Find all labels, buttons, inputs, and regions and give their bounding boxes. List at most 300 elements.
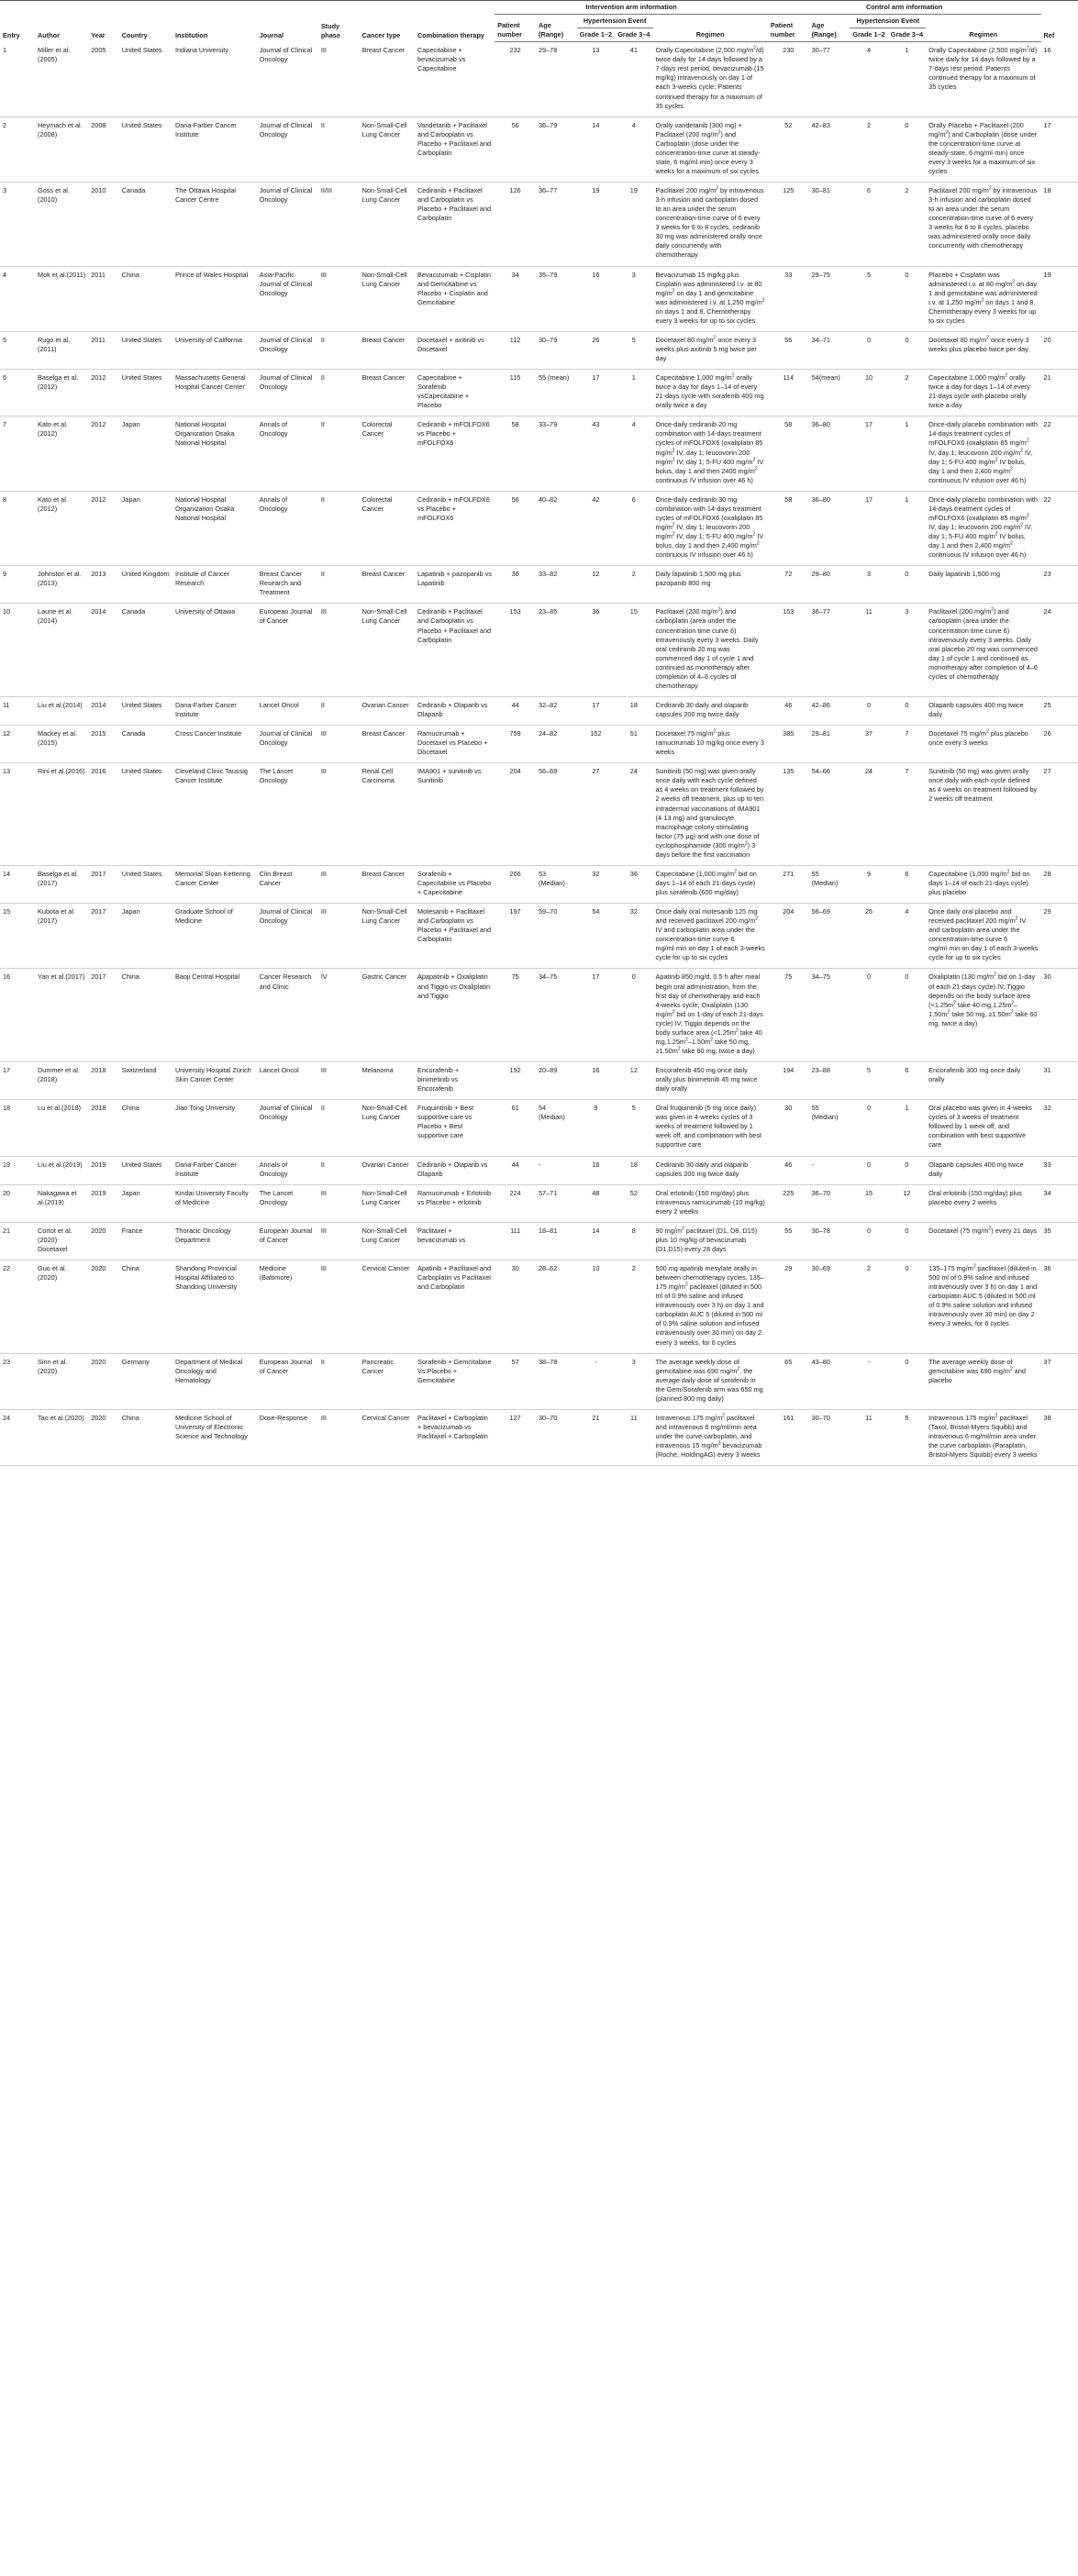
cell-country: United States	[119, 696, 172, 725]
cell-intervention-grade-34: 1	[615, 370, 652, 416]
cell-control-grade-34: 7	[888, 763, 926, 866]
cell-control-patient-number: 56	[768, 331, 809, 369]
cell-country: Japan	[119, 491, 172, 565]
cell-control-age: 54–66	[809, 763, 850, 866]
cell-intervention-grade-12: 16	[577, 1156, 615, 1184]
cell-combination-therapy: Motesanib + Paclitaxel and Carboplatin vs Placebo + Paclitaxel and Carboplatin	[415, 904, 495, 969]
cell-year: 2013	[88, 566, 119, 604]
cell-ref: 21	[1041, 370, 1078, 416]
cell-author: Rugo et al.(2011)	[35, 331, 88, 369]
cell-control-regimen: Intravenous 175 $mg/m^2$ paclitaxel (Taxol, Bristol-Myers Squibb) and intravenous 6 mg/ml/min area under the curve carboplatin (Paraplatin, Bristol-Myers Squibb) every 3 weeks	[926, 1409, 1040, 1465]
cell-journal: European Journal of Cancer	[257, 1222, 318, 1260]
cell-phase: IV	[318, 969, 360, 1062]
cell-phase: III	[318, 1409, 360, 1465]
cell-control-regimen: 135–175 $mg/m^2$ paclitaxel (diluted in 500 ml of 0.9% saline and infused intravenously over 3 h) on day 1 and carboplatin AUC 5 (diluted in 500 ml of 0.9% saline solution and infused intravenously over 30 min) on day 2 every 3 weeks, for 6 cycles	[926, 1260, 1040, 1354]
cell-cancer-type: Cervical Cancer	[360, 1409, 415, 1465]
cell-control-grade-12: 11	[850, 604, 887, 697]
cell-control-regimen: Orally Capecitabine (2,500 $mg/m^2/d$) twice daily for 14 days followed by a 7-days rest period. Patients continued therapy for a maximum of 35 cycles	[926, 42, 1040, 117]
table-header	[0, 1, 1078, 42]
col-year: Year	[88, 1, 119, 42]
cell-institution: National Hospital Organization Osaka National Hospital	[172, 491, 257, 565]
cell-journal: Lancet Oncol	[257, 1062, 318, 1100]
cell-intervention-age: 38–78	[536, 1353, 577, 1409]
cell-intervention-grade-34: 6	[615, 491, 652, 565]
cell-intervention-regimen: Capecitabine (1,000 $mg/m^2$ bid on days 1–14 of each 21-days cycle) plus sorafenib (600 mg/day)	[653, 865, 768, 903]
cell-institution: Shandong Provincial Hospital Affiliated to Shandong University	[172, 1260, 257, 1354]
cell-intervention-age: 54 (Median)	[536, 1100, 577, 1156]
cell-control-patient-number: 225	[768, 1184, 809, 1222]
cell-control-patient-number: 271	[768, 865, 809, 903]
cell-intervention-grade-12: 36	[577, 604, 615, 697]
cell-control-grade-34: 6	[888, 865, 926, 903]
cell-intervention-grade-12: 48	[577, 1184, 615, 1222]
table-row	[0, 604, 1078, 697]
cell-ref: 22	[1041, 491, 1078, 565]
cell-journal: Journal of Clinical Oncology	[257, 117, 318, 182]
cell-institution: Dana-Farber Cancer Institute	[172, 696, 257, 725]
cell-intervention-age: 29–78	[536, 42, 577, 117]
col-control-age: Age (Range)	[809, 15, 850, 42]
cell-control-regimen: Capecitabine 1,000 $mg/m^2$ orally twice a day for days 1–14 of every 21-days cycle with placebo orally twice a day	[926, 370, 1040, 416]
col-intervention-regimen: Regimen	[653, 15, 768, 42]
cell-control-grade-12: 0	[850, 969, 887, 1062]
cell-intervention-regimen: Oral erlotinib (150 mg/day) plus intravenous ramucirumab (10 mg/kg) every 2 weeks	[653, 1184, 768, 1222]
cell-phase: III	[318, 904, 360, 969]
table-row	[0, 183, 1078, 267]
cell-combination-therapy: Apatinib + Paclitaxel and Carboplatin vs Paclitaxel and Carboplatin	[415, 1260, 495, 1354]
cell-intervention-age: 40–82	[536, 491, 577, 565]
cell-country: Canada	[119, 726, 172, 763]
cell-intervention-grade-12: 42	[577, 491, 615, 565]
cell-entry: 11	[0, 696, 35, 725]
cell-intervention-grade-34: 18	[615, 696, 652, 725]
cell-intervention-regimen: The average weekly dose of gemcitabine was 690 $mg/m^2$, the average daily dose of sorafenib in the Gem/Sorafenib arm was 650 mg (planned 800 mg daily)	[653, 1353, 768, 1409]
table-row	[0, 726, 1078, 763]
table-row	[0, 42, 1078, 117]
cell-country: China	[119, 1100, 172, 1156]
cell-country: Germany	[119, 1353, 172, 1409]
col-control-grade-12: Grade 1–2	[850, 28, 887, 42]
cell-control-grade-12: 0	[850, 1222, 887, 1260]
cell-control-grade-12: 10	[850, 370, 887, 416]
cell-cancer-type: Non-Small-Cell Lung Cancer	[360, 604, 415, 697]
cell-control-patient-number: 55	[768, 1222, 809, 1260]
cell-intervention-patient-number: 44	[495, 1156, 536, 1184]
cell-intervention-patient-number: 112	[495, 331, 536, 369]
cell-control-patient-number: 33	[768, 266, 809, 331]
cell-control-patient-number: 230	[768, 42, 809, 117]
cell-author: Nakagawa et al.(2019)	[35, 1184, 88, 1222]
cell-control-patient-number: 114	[768, 370, 809, 416]
cell-entry: 10	[0, 604, 35, 697]
col-intervention-grade-34: Grade 3–4	[615, 28, 652, 42]
cell-intervention-regimen: Orally vandetanib (300 mg) + Paclitaxel (200 $mg/m^2$) and Carboplatin (dose under the concentration-time curve at steady-state, 6 mg/ml·min) once every 3 weeks for a maximum of six cycles	[653, 117, 768, 182]
cell-journal: European Journal of Cancer	[257, 1353, 318, 1409]
cell-intervention-patient-number: 61	[495, 1100, 536, 1156]
cell-ref: 16	[1041, 42, 1078, 117]
cell-intervention-patient-number: 36	[495, 566, 536, 604]
cell-combination-therapy: IMA901 + sunitinib vs Sunitinib	[415, 763, 495, 866]
cell-intervention-grade-12: 17	[577, 370, 615, 416]
cell-institution: Dana-Farber Cancer Institute	[172, 117, 257, 182]
cell-entry: 24	[0, 1409, 35, 1465]
table-row	[0, 969, 1078, 1062]
cell-phase: III	[318, 726, 360, 763]
cell-combination-therapy: Capecitabine + bevacizumab vs Capecitabine	[415, 42, 495, 117]
cell-institution: National Hospital Organization Osaka National Hospital	[172, 416, 257, 491]
cell-control-age: 34–75	[809, 969, 850, 1062]
cell-country: United States	[119, 763, 172, 866]
cell-phase: III	[318, 1062, 360, 1100]
table-row	[0, 1184, 1078, 1222]
cell-phase: II	[318, 1156, 360, 1184]
cell-author: Miller et al.(2005)	[35, 42, 88, 117]
cell-control-age: -	[809, 1156, 850, 1184]
cell-control-patient-number: 72	[768, 566, 809, 604]
cell-intervention-regimen: Once-daily cediranib 20 mg combination with 14-days treatment cycles of mFOLFOX6 (oxaliplatin 85 $mg/m^2$ IV, day 1; leucovorin 200 $mg/m^2$ IV, day 1; 5-FU 400 $mg/m^2$ IV bolus, day 1 and then 2400 $mg/m^2$ continuous IV infusion over 46 h)	[653, 416, 768, 491]
cell-intervention-regimen: Paclitaxel (200 $mg/m^2$) and carboplatin (area under the concentration time curve 6) intravenously every 3 weeks. Daily oral cediranib 20 mg was commenced day 1 of cycle 1 and continued as monotherapy after completion of 4–6 cycles of chemotherapy	[653, 604, 768, 697]
cell-control-regimen: Once daily oral placebo and received paclitaxel 200 $mg/m^2$ IV and carboplatin area under the concentration-time curve 6 mg/ml·min on day 1 of each 3-weeks cycle for up to six cycles	[926, 904, 1040, 969]
cell-intervention-grade-12: 9	[577, 1100, 615, 1156]
cell-ref: 23	[1041, 566, 1078, 604]
cell-intervention-age: 53 (Median)	[536, 865, 577, 903]
cell-country: United States	[119, 370, 172, 416]
cell-country: China	[119, 969, 172, 1062]
cell-intervention-grade-12: 43	[577, 416, 615, 491]
cell-control-grade-12: 17	[850, 416, 887, 491]
cell-cancer-type: Non-Small-Cell Lung Cancer	[360, 1222, 415, 1260]
cell-control-patient-number: 65	[768, 1353, 809, 1409]
cell-intervention-patient-number: 197	[495, 904, 536, 969]
col-control-grade-34: Grade 3–4	[888, 28, 926, 42]
cell-entry: 20	[0, 1184, 35, 1222]
cell-intervention-grade-34: 41	[615, 42, 652, 117]
cell-ref: 17	[1041, 117, 1078, 182]
cell-control-regimen: Docetaxel 75 $mg/m^2$ plus placebo once every 3 weeks	[926, 726, 1040, 763]
cell-ref: 24	[1041, 604, 1078, 697]
cell-entry: 3	[0, 183, 35, 267]
cell-control-patient-number: 194	[768, 1062, 809, 1100]
cell-control-grade-34: 4	[888, 904, 926, 969]
table-body	[0, 42, 1078, 1466]
cell-author: Lu et al.(2018)	[35, 1100, 88, 1156]
cell-year: 2016	[88, 763, 119, 866]
cell-cancer-type: Non-Small-Cell Lung Cancer	[360, 117, 415, 182]
cell-intervention-grade-34: 5	[615, 1100, 652, 1156]
cell-intervention-regimen: Paclitaxel 200 $mg/m^2$ by intravenous 3-h infusion and carboplatin dosed to an area under the serum concentration-time curve of 6 every 3 weeks for 6 to 8 cycles, cediranib 30 mg was administered orally once daily concurrently with chemotherapy	[653, 183, 768, 267]
table-row	[0, 117, 1078, 182]
cell-intervention-grade-34: 0	[615, 969, 652, 1062]
cell-author: Kato et al.(2012)	[35, 491, 88, 565]
cell-control-age: 56–69	[809, 904, 850, 969]
cell-intervention-regimen: 90 $mg/m^2$ paclitaxel (D1, D8, D15) plus 10 mg/kg of bevacizumab (D1,D15) every 28 days	[653, 1222, 768, 1260]
cell-intervention-grade-34: 3	[615, 266, 652, 331]
cell-combination-therapy: Encorafenib + binimetinib vs Encorafenib	[415, 1062, 495, 1100]
cell-control-grade-12: 4	[850, 42, 887, 117]
cell-journal: Clin Breast Cancer	[257, 865, 318, 903]
col-intervention-age: Age (Range)	[536, 15, 577, 42]
cell-control-regimen: Once-daily placebo combination with 14-days treatment cycles of mFOLFOX6 (oxaliplatin 85 $mg/m^2$ IV, day 1; leucovorin 200 $mg/m^2$ IV, day 1; 5-FU 400 $mg/m^2$ IV bolus, day 1 and then 2,400 $mg/m^2$ continuous IV infusion over 46 h)	[926, 416, 1040, 491]
cell-institution: Jiao Tong University	[172, 1100, 257, 1156]
cell-control-grade-34: 3	[888, 604, 926, 697]
cell-intervention-grade-34: 8	[615, 1222, 652, 1260]
col-journal: Journal	[257, 1, 318, 42]
cell-year: 2012	[88, 370, 119, 416]
cell-cancer-type: Pancreatic Cancer	[360, 1353, 415, 1409]
cell-intervention-regimen: Docetaxel 80 $mg/m^2$ once every 3 weeks plus axitinib 5 mg twice per day	[653, 331, 768, 369]
cell-intervention-patient-number: 127	[495, 1409, 536, 1465]
cell-cancer-type: Gastric Cancer	[360, 969, 415, 1062]
cell-intervention-regimen: Capecitabine 1,000 $mg/m^2$ orally twice a day for days 1–14 of every 21-days cycle with sorafenib 400 mg orally twice a day	[653, 370, 768, 416]
cell-ref: 32	[1041, 1100, 1078, 1156]
cell-control-grade-34: 6	[888, 1062, 926, 1100]
cell-intervention-grade-34: 36	[615, 865, 652, 903]
table-row	[0, 1222, 1078, 1260]
cell-control-grade-34: 1	[888, 491, 926, 565]
cell-intervention-grade-34: 12	[615, 1062, 652, 1100]
cell-intervention-age: 36–79	[536, 117, 577, 182]
cell-intervention-age: 20–89	[536, 1062, 577, 1100]
cell-cancer-type: Non-Small-Cell Lung Cancer	[360, 1184, 415, 1222]
cell-control-patient-number: 75	[768, 969, 809, 1062]
cell-entry: 15	[0, 904, 35, 969]
cell-intervention-age: 23–85	[536, 604, 577, 697]
cell-control-regimen: Sunitinib (50 mg) was given orally once daily with each cycle defined as 4 weeks on treatment followed by 2 weeks off treatment	[926, 763, 1040, 866]
cell-country: United States	[119, 42, 172, 117]
cell-author: Sinn et al.(2020)	[35, 1353, 88, 1409]
cell-control-grade-12: 0	[850, 696, 887, 725]
cell-control-regimen: Daily lapatinib 1,500 mg	[926, 566, 1040, 604]
table-row	[0, 763, 1078, 866]
cell-country: United States	[119, 331, 172, 369]
cell-intervention-grade-34: 52	[615, 1184, 652, 1222]
cell-control-regimen: Docetaxel (75 $mg/m^2$) every 21 days	[926, 1222, 1040, 1260]
cell-combination-therapy: Cediranib + Paclitaxel and Carboplatin vs Placebo + Paclitaxel and Carboplatin	[415, 183, 495, 267]
cell-author: Baselga et al.(2017)	[35, 865, 88, 903]
cell-journal: Cancer Research and Clinic	[257, 969, 318, 1062]
cell-intervention-regimen: Daily lapatinib 1,500 mg plus pazopanib 800 mg	[653, 566, 768, 604]
cell-year: 2017	[88, 865, 119, 903]
cell-author: Laurie et al.(2014)	[35, 604, 88, 697]
cell-journal: Journal of Clinical Oncology	[257, 1100, 318, 1156]
cell-control-age: 29–75	[809, 266, 850, 331]
cell-journal: The Lancet Oncology	[257, 763, 318, 866]
cell-control-grade-34: 5	[888, 1409, 926, 1465]
cell-year: 2020	[88, 1222, 119, 1260]
cell-year: 2019	[88, 1184, 119, 1222]
cell-year: 2014	[88, 696, 119, 725]
cell-combination-therapy: Ramucirumab + Erlotinib vs Placebo + erlotinib	[415, 1184, 495, 1222]
cell-ref: 26	[1041, 726, 1078, 763]
cell-author: Goss et al.(2010)	[35, 183, 88, 267]
cell-author: Tao et al.(2020)	[35, 1409, 88, 1465]
cell-journal: Journal of Clinical Oncology	[257, 904, 318, 969]
cell-author: Guo et al.(2020)	[35, 1260, 88, 1354]
cell-intervention-patient-number: 57	[495, 1353, 536, 1409]
cell-cancer-type: Ovarian Cancer	[360, 696, 415, 725]
cell-control-age: 29–80	[809, 566, 850, 604]
cell-journal: Journal of Clinical Oncology	[257, 726, 318, 763]
cell-control-age: 29–81	[809, 726, 850, 763]
cell-institution: Memorial Sloan Kettering Cancer Center	[172, 865, 257, 903]
cell-control-age: 43–80	[809, 1353, 850, 1409]
cell-phase: II	[318, 491, 360, 565]
cell-author: Kato et al.(2012)	[35, 416, 88, 491]
cell-control-grade-34: 0	[888, 266, 926, 331]
cell-intervention-regimen: Intravenous 175 $mg/m^2$ paclitaxel and intravenous 6 mg/ml/min area under the curve carboplatin, and intravenous 15 $mg/m^2$ bevacizumab (Roche, HoldingAG) every 3 weeks	[653, 1409, 768, 1465]
cell-author: Rini et al.(2016)	[35, 763, 88, 866]
cell-journal: Journal of Clinical Oncology	[257, 42, 318, 117]
cell-control-grade-12: 0	[850, 1100, 887, 1156]
cell-cancer-type: Renal Cell Carcinoma	[360, 763, 415, 866]
cell-control-grade-12: 2	[850, 117, 887, 182]
cell-intervention-patient-number: 759	[495, 726, 536, 763]
col-intervention-grade-12: Grade 1–2	[577, 28, 615, 42]
col-country: Country	[119, 1, 172, 42]
cell-country: China	[119, 266, 172, 331]
cell-ref: 36	[1041, 1260, 1078, 1354]
table-row	[0, 331, 1078, 369]
cell-combination-therapy: Apapatinib + Oxaliplatin and Tiggio vs Oxaliplatin and Tiggio	[415, 969, 495, 1062]
cell-ref: 37	[1041, 1353, 1078, 1409]
cell-intervention-age: 28–62	[536, 1260, 577, 1354]
cell-country: Japan	[119, 1184, 172, 1222]
cell-year: 2018	[88, 1062, 119, 1100]
cell-intervention-patient-number: 44	[495, 696, 536, 725]
col-entry: Entry	[0, 1, 35, 42]
cell-journal: European Journal of Cancer	[257, 604, 318, 697]
cell-entry: 13	[0, 763, 35, 866]
cell-control-age: 30–77	[809, 42, 850, 117]
cell-intervention-grade-34: 5	[615, 331, 652, 369]
cell-journal: Journal of Clinical Oncology	[257, 183, 318, 267]
cell-ref: 35	[1041, 1222, 1078, 1260]
table-row	[0, 1409, 1078, 1465]
cell-control-regimen: Oral erlotinib (150 mg/day) plus placebo every 2 weeks	[926, 1184, 1040, 1222]
cell-author: Kubota et al.(2017)	[35, 904, 88, 969]
cell-control-grade-34: 2	[888, 183, 926, 267]
cell-control-regimen: Paclitaxel (200 $mg/m^2$) and carboplatin (area under the concentration time curve 6) intravenously every 3 weeks. Daily oral placebo 20 mg was commenced day 1 of cycle 1 and continued as monotherapy after completion of 4–6 cycles of chemotherapy	[926, 604, 1040, 697]
cell-control-grade-34: 7	[888, 726, 926, 763]
cell-combination-therapy: Bevacizumab + Cisplatin and Gemcitabine vs Placebo + Cisplatin and Gemcitabine	[415, 266, 495, 331]
cell-intervention-patient-number: 153	[495, 604, 536, 697]
cell-institution: Baoji Central Hospital	[172, 969, 257, 1062]
cell-year: 2015	[88, 726, 119, 763]
cell-intervention-grade-12: 21	[577, 1409, 615, 1465]
intervention-group-header: Intervention arm information	[495, 1, 768, 15]
cell-control-grade-34: 0	[888, 1156, 926, 1184]
cell-intervention-regimen: 500 mg apatinib mesylate orally in between chemotherapy cycles, 135–175 $mg/m^2$ paclitaxel (diluted in 500 ml of 0.9% saline and infused intravenously over 3 h) on day 1 and carboplatin AUC 5 (diluted in 500 ml of 0.9% saline solution and infused intravenously over 30 min) on day 2 every 3 weeks, for 6 cycles	[653, 1260, 768, 1354]
table-row	[0, 1062, 1078, 1100]
cell-intervention-grade-34: 3	[615, 1353, 652, 1409]
cell-intervention-grade-34: 2	[615, 1260, 652, 1354]
cell-combination-therapy: Cediranib + Olaparib vs Olaparib	[415, 1156, 495, 1184]
cell-intervention-regimen: Cediranib 30 daily and olaparib capsules 200 mg twice daily	[653, 1156, 768, 1184]
cell-journal: Annals of Oncology	[257, 416, 318, 491]
cell-entry: 5	[0, 331, 35, 369]
cell-control-age: 36–80	[809, 416, 850, 491]
cell-control-grade-12: 3	[850, 566, 887, 604]
cell-entry: 22	[0, 1260, 35, 1354]
cell-journal: Breast Cancer Research and Treatment	[257, 566, 318, 604]
cell-combination-therapy: Fruquintinib + Best supportive care vs Placebo + Best supportive care	[415, 1100, 495, 1156]
cell-intervention-age: 34–75	[536, 969, 577, 1062]
cell-phase: III	[318, 604, 360, 697]
cell-phase: II/III	[318, 183, 360, 267]
cell-cancer-type: Cervical Cancer	[360, 1260, 415, 1354]
cell-control-age: 30–70	[809, 1409, 850, 1465]
cell-year: 2017	[88, 969, 119, 1062]
cell-entry: 4	[0, 266, 35, 331]
cell-phase: II	[318, 117, 360, 182]
cell-control-grade-12: 11	[850, 1409, 887, 1465]
cell-control-grade-34: 0	[888, 1222, 926, 1260]
col-combination-therapy: Combination therapy	[415, 1, 495, 42]
cell-intervention-grade-12: 152	[577, 726, 615, 763]
cell-combination-therapy: Paclitaxel + Carboplatin + bevacizumab vs Paclitaxel + Carboplatin	[415, 1409, 495, 1465]
cell-control-patient-number: 161	[768, 1409, 809, 1465]
cell-institution: University Hospital Zürich Skin Cancer Center	[172, 1062, 257, 1100]
table-row	[0, 865, 1078, 903]
cell-ref: 19	[1041, 266, 1078, 331]
cell-intervention-grade-12: 16	[577, 1062, 615, 1100]
cell-intervention-age: 35–79	[536, 266, 577, 331]
col-institution: Institution	[172, 1, 257, 42]
table-row	[0, 370, 1078, 416]
cell-entry: 21	[0, 1222, 35, 1260]
cell-intervention-grade-12: 14	[577, 117, 615, 182]
cell-combination-therapy: Docetaxel + axitinib vs Docetaxel	[415, 331, 495, 369]
cell-control-patient-number: 125	[768, 183, 809, 267]
cell-phase: III	[318, 42, 360, 117]
cell-control-grade-12: 5	[850, 1062, 887, 1100]
cell-combination-therapy: Cediranib + Paclitaxel and Carboplatin vs Placebo + Paclitaxel and Carboplatin	[415, 604, 495, 697]
cell-control-grade-12: 24	[850, 763, 887, 866]
cell-author: Liu et al.(2019)	[35, 1156, 88, 1184]
cell-intervention-grade-34: 18	[615, 1156, 652, 1184]
cell-intervention-patient-number: 56	[495, 491, 536, 565]
cell-intervention-age: 55 (mean)	[536, 370, 577, 416]
cell-control-grade-12: 25	[850, 904, 887, 969]
cell-country: Canada	[119, 604, 172, 697]
cell-ref: 30	[1041, 969, 1078, 1062]
cell-control-age: 30–78	[809, 1222, 850, 1260]
cell-intervention-patient-number: 192	[495, 1062, 536, 1100]
cell-country: Switzerland	[119, 1062, 172, 1100]
cell-ref: 31	[1041, 1062, 1078, 1100]
cell-intervention-regimen: Bevacizumab 15 mg/kg plus Cisplatin was administered i.v. at 80 $mg/m^2$ on day 1 and gemcitabine was administered i.v. at 1,250 $mg/m^2$ on days 1 and 8. Chemotherapy every 3 weeks for up to six cycles	[653, 266, 768, 331]
cell-control-patient-number: 204	[768, 904, 809, 969]
cell-intervention-age: 32–82	[536, 696, 577, 725]
cell-control-grade-34: 12	[888, 1184, 926, 1222]
cell-institution: Kindai University Faculty of Medicine	[172, 1184, 257, 1222]
cell-ref: 18	[1041, 183, 1078, 267]
cell-control-grade-34: 2	[888, 370, 926, 416]
cell-intervention-grade-12: -	[577, 1353, 615, 1409]
cell-institution: University of Ottawa	[172, 604, 257, 697]
cell-control-grade-12: 0	[850, 331, 887, 369]
cell-control-patient-number: 58	[768, 491, 809, 565]
cell-control-grade-34: 1	[888, 42, 926, 117]
cell-author: Cortot et al.(2020) Docetaxel	[35, 1222, 88, 1260]
cell-journal: Journal of Clinical Oncology	[257, 370, 318, 416]
col-cancer-type: Cancer type	[360, 1, 415, 42]
cell-intervention-grade-12: 26	[577, 331, 615, 369]
cell-entry: 17	[0, 1062, 35, 1100]
col-control-patient-number: Patient number	[768, 15, 809, 42]
cell-journal: Dose-Response	[257, 1409, 318, 1465]
cell-entry: 19	[0, 1156, 35, 1184]
